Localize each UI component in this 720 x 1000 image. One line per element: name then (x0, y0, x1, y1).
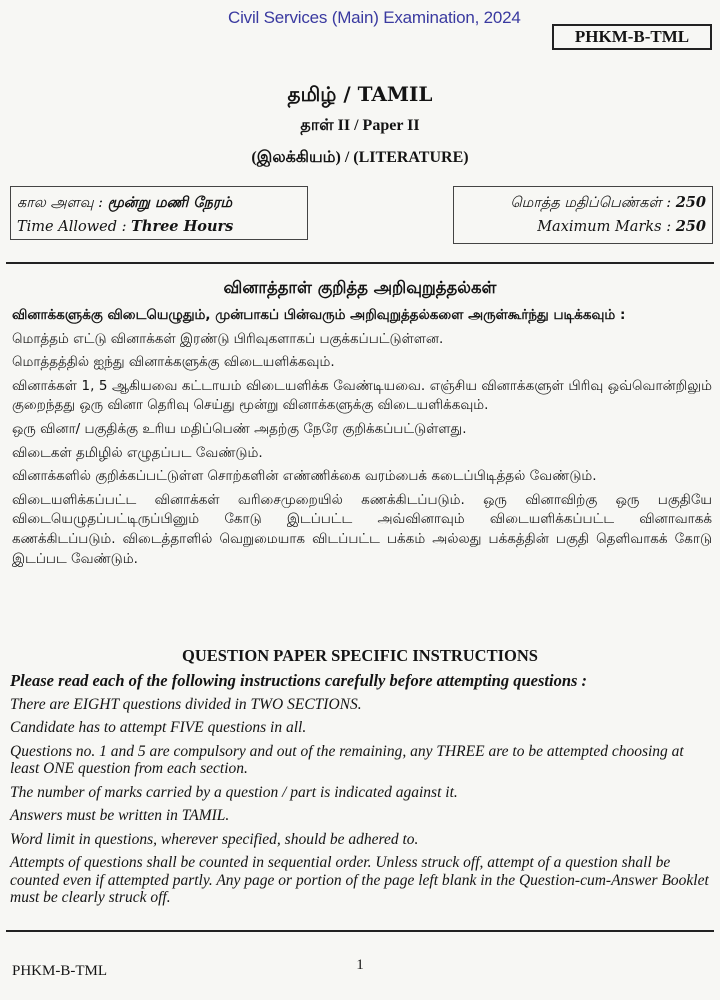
tamil-instructions-heading: வினாத்தாள் குறித்த அறிவுறுத்தல்கள் (223, 278, 497, 297)
english-instruction-item: The number of marks carried by a question / part is indicated against it. (10, 783, 458, 801)
english-instruction-item: Please read each of the following instructions carefully before attempting questions : (10, 671, 588, 690)
time-label-english: Time Allowed : (17, 219, 132, 235)
english-instruction-item: There are EIGHT questions divided in TWO SECTIONS. (10, 695, 362, 713)
tamil-instruction-item: விடைகள் தமிழில் எழுதப்பட வேண்டும். (12, 444, 263, 461)
marks-label-english: Maximum Marks : (537, 219, 676, 235)
english-instructions (10, 672, 710, 913)
time-label-tamil: கால அளவு : (17, 195, 108, 211)
english-instructions-heading: QUESTION PAPER SPECIFIC INSTRUCTIONS (182, 646, 538, 665)
time-value-english: Three Hours (131, 218, 234, 235)
tamil-instruction-item: வினாக்களில் குறிக்கப்பட்டுள்ள சொற்களின் எண்ணிக்கை வரம்பைக் கடைப்பிடித்தல் வேண்டும். (12, 468, 597, 485)
top-divider (6, 262, 714, 264)
time-allowed-box (10, 186, 308, 240)
subject-language: தமிழ் / TAMIL (287, 82, 433, 106)
english-instruction-item: Word limit in questions, wherever specified, should be adhered to. (10, 830, 419, 848)
time-allowed-tamil (17, 191, 301, 215)
marks-label-tamil: மொத்த மதிப்பெண்கள் : (510, 195, 676, 211)
tamil-instruction-item: விடையளிக்கப்பட்ட வினாக்கள் வரிசைமுறையில் கணக்கிடப்படும். ஒரு வினாவிற்கு ஒரு பகுதியே விடையெழுதப்பட்டிருப்பினும் கோடு இடப்பட்ட அவ்வினாவும் விடையளிக்கப்பட்ட வினாவாகக் கணக்கிடப்படும். விடைத்தாளில் வெறுமையாக விடப்பட்ட பக்கம் அல்லது பக்கத்தின் பகுதி தெளிவாகக் கோடு இடப்பட வேண்டும். (12, 491, 712, 567)
marks-english (460, 215, 706, 239)
tamil-instructions (12, 306, 712, 573)
tamil-instruction-item: மொத்தம் எட்டு வினாக்கள் இரண்டு பிரிவுகளாகப் பகுக்கப்பட்டுள்ளன. (12, 330, 444, 347)
tamil-instruction-item: ஒரு வினா/ பகுதிக்கு உரிய மதிப்பெண் அதற்கு நேரே குறிக்கப்பட்டுள்ளது. (12, 420, 467, 437)
english-instruction-item: Attempts of questions shall be counted in sequential order. Unless struck off, attempt of a question shall be counted even if attempted partly. Any page or portion of the page left blank in the Question-cum-Answer Booklet must be clearly struck off. (10, 854, 709, 906)
marks-tamil (460, 191, 706, 215)
paper-code-box: PHKM-B-TML (552, 24, 712, 50)
tamil-instruction-item: மொத்தத்தில் ஐந்து வினாக்களுக்கு விடையளிக்கவும். (12, 354, 335, 371)
tamil-instruction-item: வினாக்களுக்கு விடையெழுதும், முன்பாகப் பின்வரும் அறிவுறுத்தல்களை அருள்கூர்ந்து படிக்கவும் : (12, 307, 626, 323)
marks-value-tamil: 250 (675, 194, 706, 211)
maximum-marks-box (453, 186, 713, 244)
english-instruction-item: Questions no. 1 and 5 are compulsory and out of the remaining, any THREE are to be attempted choosing at least ONE question from each section. (10, 742, 684, 777)
footer-paper-code: PHKM-B-TML (12, 963, 108, 979)
tamil-instruction-item: வினாக்கள் 1, 5 ஆகியவை கட்டாயம் விடையளிக்க வேண்டியவை. எஞ்சிய வினாக்களுள் பிரிவு ஒவ்வொன்றிலும் குறைந்தது ஒரு வினா தெரிவு செய்து மூன்று வினாக்களுக்கு விடையளிக்கவும். (12, 377, 712, 414)
subject-paper: தாள் II / Paper II (300, 117, 420, 134)
subject-section: (இலக்கியம்) / (LITERATURE) (251, 149, 469, 166)
exam-title: Civil Services (Main) Examination, 2024 (228, 8, 521, 27)
english-instruction-item: Candidate has to attempt FIVE questions in all. (10, 719, 307, 736)
english-instruction-item: Answers must be written in TAMIL. (10, 807, 230, 824)
time-value-tamil: மூன்று மணி நேரம் (107, 194, 233, 211)
time-allowed-english (17, 215, 301, 239)
marks-value-english: 250 (675, 218, 706, 235)
bottom-divider (6, 930, 714, 932)
page-number: 1 (356, 957, 364, 973)
